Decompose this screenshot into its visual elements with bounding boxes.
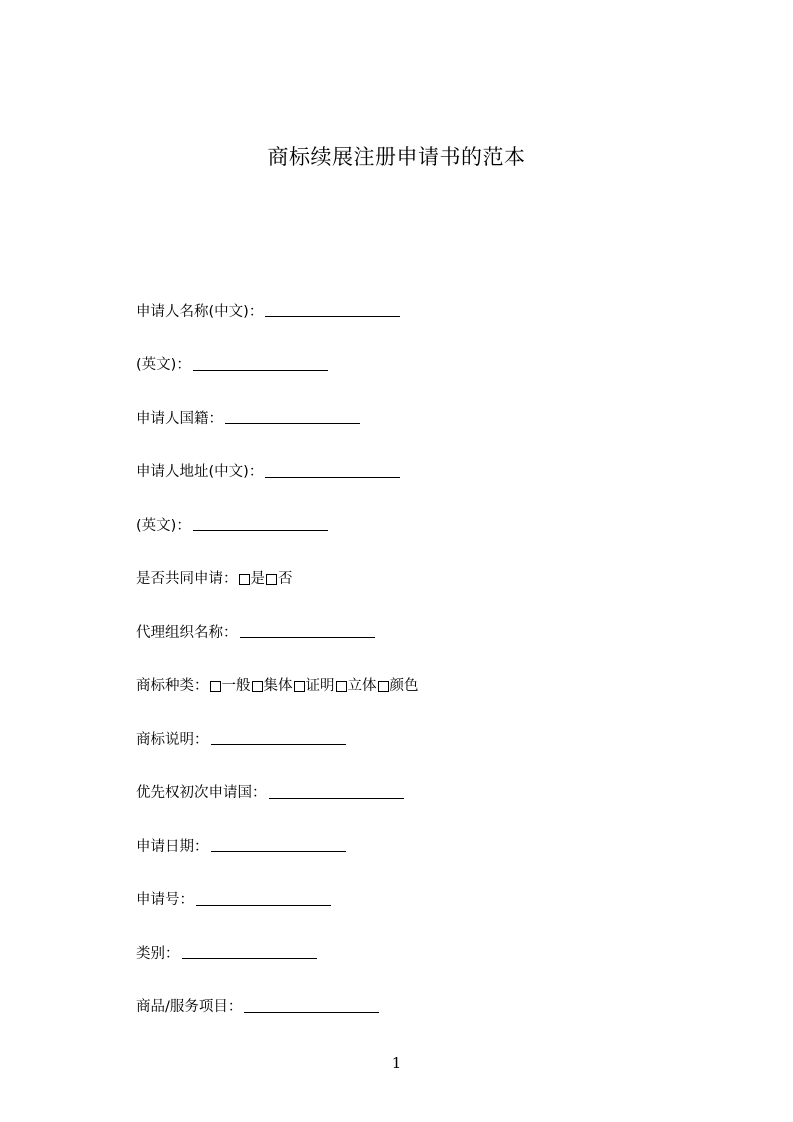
checkbox-icon[interactable] xyxy=(294,681,305,692)
mark-type-general-option[interactable] xyxy=(209,676,251,696)
field-row-mark-description xyxy=(136,713,419,767)
nationality-blank[interactable] xyxy=(225,409,360,424)
option-label: 否 xyxy=(278,571,293,588)
option-label: 一般 xyxy=(221,678,251,695)
address-cn-blank[interactable] xyxy=(265,463,400,478)
application-form xyxy=(136,285,419,1034)
field-label: (英文)： xyxy=(136,357,191,374)
option-label: 颜色 xyxy=(389,678,419,695)
field-label: 代理组织名称： xyxy=(136,624,238,641)
field-row-applicant-name-en xyxy=(136,339,419,393)
application-number-blank[interactable] xyxy=(196,891,331,906)
field-row-application-number xyxy=(136,874,419,928)
field-label: 申请人国籍： xyxy=(136,410,223,427)
field-row-address-en xyxy=(136,499,419,553)
applicant-name-en-blank[interactable] xyxy=(193,356,328,371)
field-label: 类别： xyxy=(136,945,180,962)
checkbox-icon[interactable] xyxy=(210,681,221,692)
checkbox-icon[interactable] xyxy=(239,574,250,585)
option-label: 集体 xyxy=(263,678,293,695)
option-label: 证明 xyxy=(305,678,335,695)
field-row-priority-country xyxy=(136,767,419,821)
mark-type-color-option[interactable] xyxy=(377,676,419,696)
field-label: 申请人地址(中文)： xyxy=(136,464,264,481)
checkbox-icon[interactable] xyxy=(336,681,347,692)
field-label: 申请日期： xyxy=(136,838,209,855)
field-label: (英文)： xyxy=(136,517,191,534)
field-label: 申请号： xyxy=(136,892,194,909)
page-number: 1 xyxy=(391,1054,402,1072)
class-blank[interactable] xyxy=(182,944,317,959)
field-label: 商标种类： xyxy=(136,678,209,695)
joint-no-option[interactable] xyxy=(265,569,293,589)
field-label: 商标说明： xyxy=(136,731,209,748)
agent-blank[interactable] xyxy=(240,623,375,638)
field-label: 商品/服务项目： xyxy=(136,999,243,1016)
option-label: 是 xyxy=(250,571,265,588)
option-label: 立体 xyxy=(347,678,377,695)
field-label: 是否共同申请： xyxy=(136,571,238,588)
mark-description-blank[interactable] xyxy=(211,730,346,745)
field-row-nationality xyxy=(136,392,419,446)
document-title: 商标续展注册申请书的范本 xyxy=(267,145,526,169)
field-row-mark-type xyxy=(136,660,419,714)
priority-country-blank[interactable] xyxy=(269,784,404,799)
field-row-application-date xyxy=(136,820,419,874)
field-row-joint-application xyxy=(136,553,419,607)
mark-type-3d-option[interactable] xyxy=(335,676,377,696)
mark-type-certification-option[interactable] xyxy=(293,676,335,696)
mark-type-collective-option[interactable] xyxy=(251,676,293,696)
applicant-name-cn-blank[interactable] xyxy=(265,302,400,317)
field-row-address-cn xyxy=(136,446,419,500)
field-row-agent xyxy=(136,606,419,660)
joint-yes-option[interactable] xyxy=(238,569,266,589)
address-en-blank[interactable] xyxy=(193,516,328,531)
checkbox-icon[interactable] xyxy=(378,681,389,692)
checkbox-icon[interactable] xyxy=(266,574,277,585)
field-label: 申请人名称(中文)： xyxy=(136,303,264,320)
goods-services-blank[interactable] xyxy=(244,998,379,1013)
field-row-applicant-name-cn xyxy=(136,285,419,339)
field-row-goods-services xyxy=(136,981,419,1035)
checkbox-icon[interactable] xyxy=(252,681,263,692)
field-row-class xyxy=(136,927,419,981)
field-label: 优先权初次申请国： xyxy=(136,785,267,802)
application-date-blank[interactable] xyxy=(211,837,346,852)
